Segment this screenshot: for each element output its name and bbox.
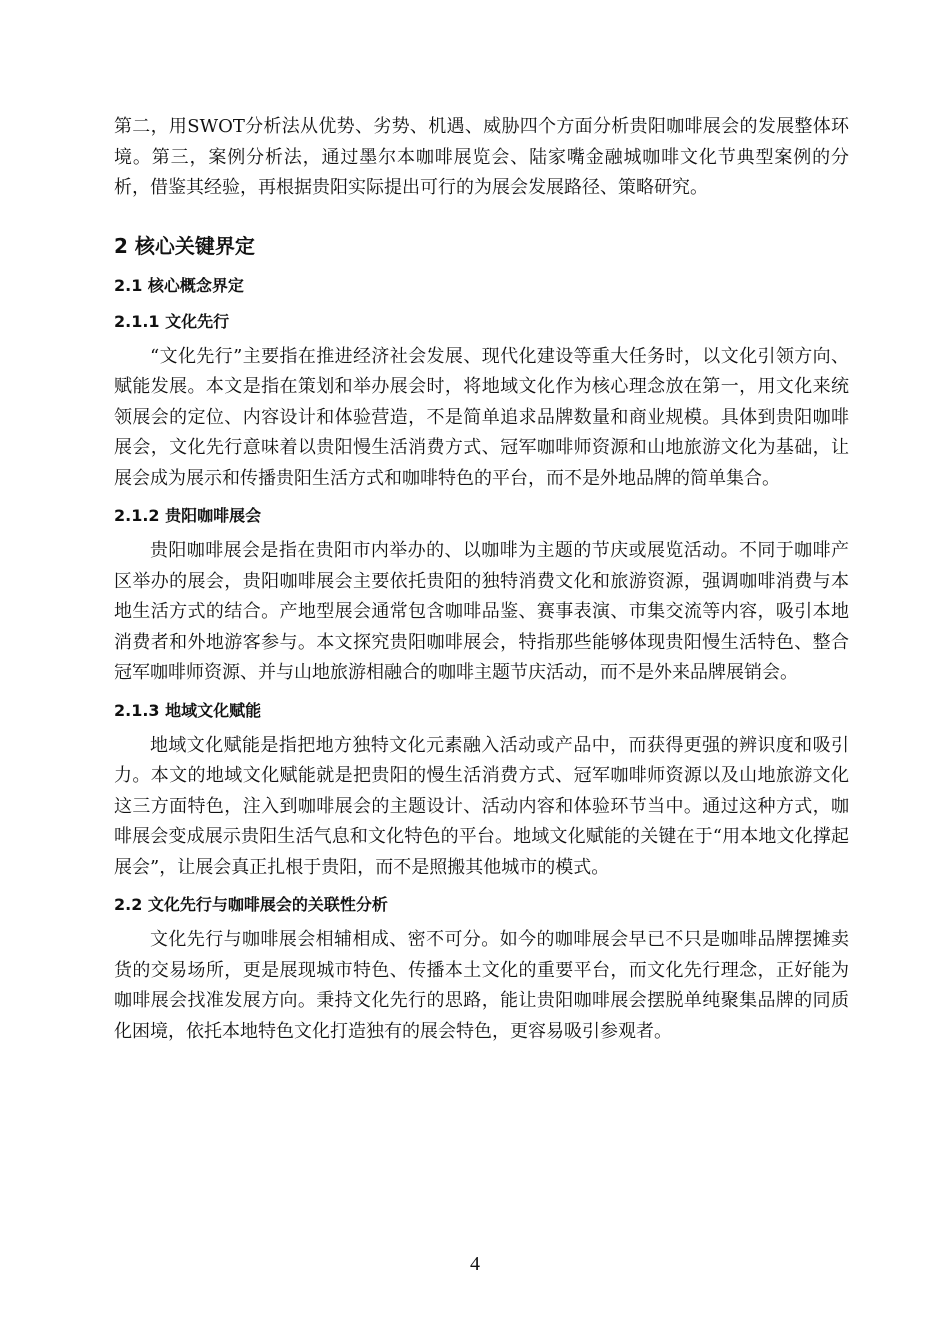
section-heading-2-1-2: 2.1.2 贵阳咖啡展会 (114, 506, 262, 525)
paragraph-2-1-3: 地域文化赋能是指把地方独特文化元素融入活动或产品中，而获得更强的辨识度和吸引力。本文的地域文化赋能就是把贵阳的慢生活消费方式、冠军咖啡师资源以及山地旅游文化这三方面特色，注入到咖啡展会的主题设计、活动内容和体验环节当中。通过这种方式，咖啡展会变成展示贵阳生活气息和文化特色的平台。地域文化赋能的关键在于“用本地文化撑起展会”，让展会真正扎根于贵阳，而不是照搬其他城市的模式。 (114, 734, 849, 878)
section-heading-2-1-3: 2.1.3 地域文化赋能 (114, 700, 262, 720)
intro-paragraph: 第二，用SWOT分析法从优势、劣势、机遇、威胁四个方面分析贵阳咖啡展会的发展整体环境。第三，案例分析法，通过墨尔本咖啡展览会、陆家嘴金融城咖啡文化节典型案例的分析，借鉴其经验，再根据贵阳实际提出可行的为展会发展路径、策略研究。 (114, 116, 849, 198)
page-number: 4 (470, 1253, 480, 1275)
paragraph-2-1-1: “文化先行”主要指在推进经济社会发展、现代化建设等重大任务时，以文化引领方向、赋能发展。本文是指在策划和举办展会时，将地域文化作为核心理念放在第一，用文化来统领展会的定位、内容设计和体验营造，不是简单追求品牌数量和商业规模。具体到贵阳咖啡展会，文化先行意味着以贵阳慢生活消费方式、冠军咖啡师资源和山地旅游文化为基础，让展会成为展示和传播贵阳生活方式和咖啡特色的平台，而不是外地品牌的简单集合。 (114, 345, 849, 489)
section-heading-2-1-1: 2.1.1 文化先行 (114, 311, 230, 331)
section-heading-2-2: 2.2 文化先行与咖啡展会的关联性分析 (114, 895, 388, 914)
paragraph-2-1-2: 贵阳咖啡展会是指在贵阳市内举办的、以咖啡为主题的节庆或展览活动。不同于咖啡产区举办的展会，贵阳咖啡展会主要依托贵阳的独特消费文化和旅游资源，强调咖啡消费与本地生活方式的结合。产地型展会通常包含咖啡品鉴、赛事表演、市集交流等内容，吸引本地消费者和外地游客参与。本文探究贵阳咖啡展会，特指那些能够体现贵阳慢生活特色、整合冠军咖啡师资源、并与山地旅游相融合的咖啡主题节庆活动，而不是外来品牌展销会。 (114, 540, 849, 683)
page-content (114, 112, 849, 1047)
section-heading-2: 2 核心关键界定 (114, 233, 255, 258)
section-heading-2-1: 2.1 核心概念界定 (114, 275, 244, 295)
paragraph-2-2: 文化先行与咖啡展会相辅相成、密不可分。如今的咖啡展会早已不只是咖啡品牌摆摊卖货的交易场所，更是展现城市特色、传播本土文化的重要平台，而文化先行理念，正好能为咖啡展会找准发展方向。秉持文化先行的思路，能让贵阳咖啡展会摆脱单纯聚集品牌的同质化困境，依托本地特色文化打造独有的展会特色，更容易吸引参观者。 (114, 929, 849, 1042)
